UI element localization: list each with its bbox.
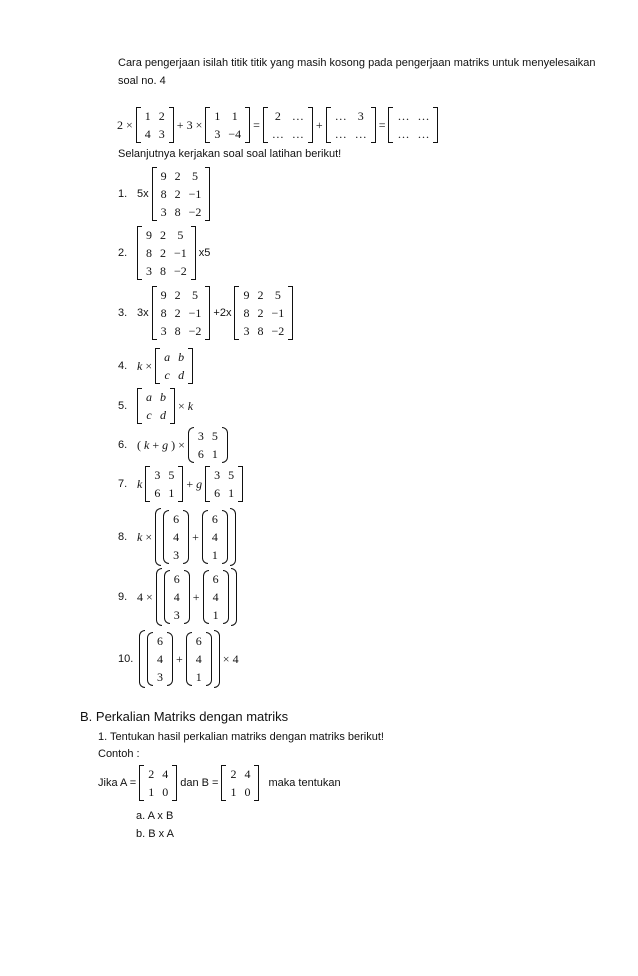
matrix-cell: −1	[174, 246, 187, 260]
matrix	[152, 167, 211, 221]
exercise-1	[118, 167, 210, 221]
exercise-5	[118, 388, 193, 424]
matrix-cell: 1	[228, 486, 235, 500]
vector-cell: 3	[173, 548, 180, 562]
matrix	[234, 286, 293, 340]
vector	[186, 632, 212, 686]
matrix-cell: 2	[274, 109, 281, 123]
intro-line-2: soal no. 4	[118, 75, 166, 87]
vector-cell: 4	[212, 590, 219, 604]
vector-cell: 6	[212, 572, 219, 586]
matrix-cell: b	[160, 390, 166, 404]
vector-cell: 6	[157, 634, 163, 648]
plus-sign: +	[186, 476, 194, 491]
variable-k: k	[187, 398, 194, 413]
matrix-cell: 2	[174, 187, 181, 201]
matrix-cell: 8	[257, 324, 264, 338]
exercise-4	[118, 348, 193, 384]
vector-cell: 4	[211, 530, 218, 544]
vector-cell: 6	[195, 634, 202, 648]
example-statement	[98, 765, 341, 801]
variable-k: k	[137, 358, 143, 373]
outer-paren-group	[156, 568, 237, 626]
vector	[203, 570, 229, 624]
matrix-cell: 1	[168, 486, 175, 500]
vector-cell: 6	[211, 512, 218, 526]
exercise-number: 3.	[118, 307, 128, 319]
matrix-cell: 5	[192, 169, 199, 183]
plus-sign: +	[192, 529, 199, 544]
matrix-cell: …	[397, 127, 410, 141]
matrix-cell: …	[291, 127, 304, 141]
vector	[147, 632, 173, 686]
maka-label: maka tentukan	[268, 777, 341, 789]
matrix	[205, 466, 243, 502]
vector	[163, 510, 189, 564]
matrix	[326, 107, 376, 143]
matrix	[136, 107, 174, 143]
matrix	[188, 427, 228, 463]
variable-k: k	[137, 476, 143, 491]
matrix-cell: 3	[154, 468, 161, 482]
plus-sign: +	[152, 437, 160, 452]
scalar: 4	[137, 589, 143, 604]
matrix	[388, 107, 438, 143]
matrix-cell: 4	[244, 767, 251, 781]
exercise-2	[118, 226, 210, 280]
matrix-cell: c	[146, 408, 152, 422]
matrix-cell: 6	[197, 447, 204, 461]
matrix-cell: 3	[357, 109, 364, 123]
scalar: 4	[232, 651, 239, 666]
matrix-cell: 5	[274, 288, 281, 302]
matrix-cell: …	[291, 109, 304, 123]
exercise-number: 9.	[118, 591, 128, 603]
exercise-7	[118, 466, 243, 502]
outer-paren-group	[155, 508, 236, 566]
equals-sign: =	[378, 117, 386, 132]
matrix-cell: 3	[197, 429, 204, 443]
matrix-cell: −2	[188, 205, 202, 219]
matrix-cell: 1	[214, 109, 221, 123]
matrix-cell: 8	[160, 264, 166, 278]
exercise-6	[118, 427, 228, 463]
matrix-cell: 3	[214, 127, 221, 141]
scalar: 3x	[137, 307, 149, 319]
section-b-instruction: 1. Tentukan hasil perkalian matriks dengan matriks berikut!	[98, 731, 384, 743]
matrix-b	[221, 765, 259, 801]
matrix-cell: …	[417, 127, 430, 141]
matrix-cell: d	[160, 408, 166, 422]
matrix-cell: 0	[244, 785, 251, 799]
matrix-cell: …	[334, 109, 347, 123]
matrix-cell: c	[164, 368, 170, 382]
vector-cell: 4	[157, 652, 163, 666]
scalar: 3	[186, 117, 193, 132]
matrix-cell: 2	[174, 169, 181, 183]
contoh-label: Contoh :	[98, 748, 140, 760]
matrix-cell: 1	[231, 109, 238, 123]
matrix	[263, 107, 313, 143]
intro-line-1: Cara pengerjaan isilah titik titik yang masih kosong pada pengerjaan matriks untuk menyelesaikan	[118, 57, 596, 69]
exercise-number: 5.	[118, 400, 128, 412]
matrix-cell: 4	[162, 767, 169, 781]
outer-paren-group	[139, 630, 220, 688]
matrix-cell: 8	[243, 306, 250, 320]
matrix-cell: 5	[228, 468, 235, 482]
variable-k: k	[137, 529, 143, 544]
matrix-cell: …	[354, 127, 367, 141]
matrix-cell: 5	[177, 228, 184, 242]
matrix-cell: 8	[160, 187, 167, 201]
matrix-cell: 8	[174, 324, 181, 338]
exercise-number: 2.	[118, 247, 128, 259]
matrix-cell: 1	[148, 785, 155, 799]
scalar: 5x	[137, 188, 149, 200]
vector-cell: 3	[157, 670, 163, 684]
matrix-cell: 1	[211, 447, 218, 461]
exercise-number: 4.	[118, 360, 128, 372]
exercise-number: 6.	[118, 439, 128, 451]
plus-sign: +	[315, 117, 323, 132]
times-sign: ×	[178, 398, 185, 413]
matrix-cell: −4	[228, 127, 242, 141]
vector-cell: 6	[173, 512, 180, 526]
matrix	[137, 226, 196, 280]
matrix-cell: 1	[144, 109, 151, 123]
matrix-cell: …	[397, 109, 410, 123]
matrix-cell: 2	[257, 288, 264, 302]
plus-sign: +	[176, 117, 184, 132]
matrix-cell: …	[334, 127, 347, 141]
vector-cell: 4	[173, 590, 180, 604]
matrix-cell: 2	[230, 767, 237, 781]
times-sign: ×	[126, 117, 133, 132]
times-sign: ×	[222, 651, 230, 666]
matrix-cell: 4	[144, 127, 151, 141]
matrix-cell: 2	[257, 306, 264, 320]
matrix-cell: 8	[174, 205, 181, 219]
exercise-number: 8.	[118, 531, 128, 543]
matrix-cell: d	[178, 368, 185, 382]
matrix-cell: 9	[160, 169, 167, 183]
exercise-number: 1.	[118, 188, 128, 200]
matrix-cell: 9	[146, 228, 152, 242]
close-paren: )	[171, 437, 176, 452]
matrix-cell: 9	[160, 288, 167, 302]
matrix-cell: a	[164, 350, 171, 364]
matrix-cell: 2	[174, 306, 181, 320]
times-sign: ×	[178, 437, 185, 452]
task-b: b. B x A	[136, 828, 174, 840]
scalar: x5	[198, 247, 211, 259]
section-b-title: B. Perkalian Matriks dengan matriks	[80, 709, 289, 724]
matrix-cell: 1	[230, 785, 237, 799]
matrix-cell: 3	[243, 324, 250, 338]
worked-example	[117, 107, 438, 143]
variable-g: g	[162, 437, 169, 452]
vector-cell: 4	[195, 652, 202, 666]
matrix-cell: a	[146, 390, 152, 404]
exercise-10	[118, 630, 239, 688]
exercise-8	[118, 508, 236, 566]
matrix-cell: −2	[188, 324, 202, 338]
vector-cell: 3	[173, 608, 180, 622]
jika-label: Jika A =	[98, 777, 137, 789]
matrix-cell: 6	[154, 486, 161, 500]
variable-g: g	[196, 476, 203, 491]
matrix-cell: 3	[214, 468, 221, 482]
matrix-cell: 9	[243, 288, 250, 302]
matrix-cell: −1	[188, 306, 202, 320]
vector-cell: 1	[211, 548, 218, 562]
matrix-cell: 5	[168, 468, 175, 482]
vector-cell: 6	[173, 572, 180, 586]
matrix-cell: 2	[174, 288, 181, 302]
matrix-cell: 3	[158, 127, 165, 141]
times-sign: ×	[145, 529, 153, 544]
plus-sign: +	[176, 651, 183, 666]
plus-sign: +	[192, 589, 200, 604]
matrix	[137, 388, 175, 424]
times-sign: ×	[195, 117, 203, 132]
matrix-cell: 5	[192, 288, 199, 302]
variable-k: k	[144, 437, 150, 452]
vector-cell: 1	[212, 608, 219, 622]
dan-label: dan B =	[180, 777, 219, 789]
matrix-cell: −2	[174, 264, 187, 278]
exercise-3	[118, 286, 293, 340]
vector-cell: 4	[173, 530, 180, 544]
matrix	[205, 107, 250, 143]
matrix-cell: 0	[162, 785, 169, 799]
matrix-cell: …	[417, 109, 430, 123]
exercise-number: 7.	[118, 478, 128, 490]
matrix-cell: b	[178, 350, 185, 364]
task-a: a. A x B	[136, 810, 174, 822]
matrix-cell: 2	[160, 246, 166, 260]
vector	[202, 510, 228, 564]
matrix-cell: −2	[271, 324, 285, 338]
open-paren: (	[137, 437, 141, 452]
matrix-cell: −1	[188, 187, 202, 201]
scalar: 2	[117, 117, 123, 132]
matrix-cell: 6	[214, 486, 221, 500]
matrix-cell: 2	[158, 109, 165, 123]
matrix-cell: …	[271, 127, 284, 141]
matrix-cell: 8	[160, 306, 167, 320]
matrix	[155, 348, 193, 384]
matrix-cell: −1	[271, 306, 285, 320]
exercise-9	[118, 568, 237, 626]
vector	[164, 570, 190, 624]
matrix-cell: 3	[146, 264, 152, 278]
matrix-cell: 5	[211, 429, 218, 443]
vector-cell: 1	[195, 670, 202, 684]
exercise-number: 10.	[118, 653, 134, 665]
matrix-cell: 2	[160, 228, 166, 242]
instruction: Selanjutnya kerjakan soal soal latihan berikut!	[118, 148, 342, 160]
matrix	[145, 466, 183, 502]
scalar: +2x	[213, 307, 232, 319]
matrix-cell: 3	[160, 205, 167, 219]
matrix-cell: 3	[160, 324, 167, 338]
times-sign: ×	[145, 358, 153, 373]
equals-sign: =	[253, 117, 260, 132]
matrix	[152, 286, 211, 340]
matrix-cell: 8	[146, 246, 152, 260]
matrix-cell: 2	[148, 767, 155, 781]
times-sign: ×	[146, 589, 153, 604]
matrix-a	[139, 765, 177, 801]
